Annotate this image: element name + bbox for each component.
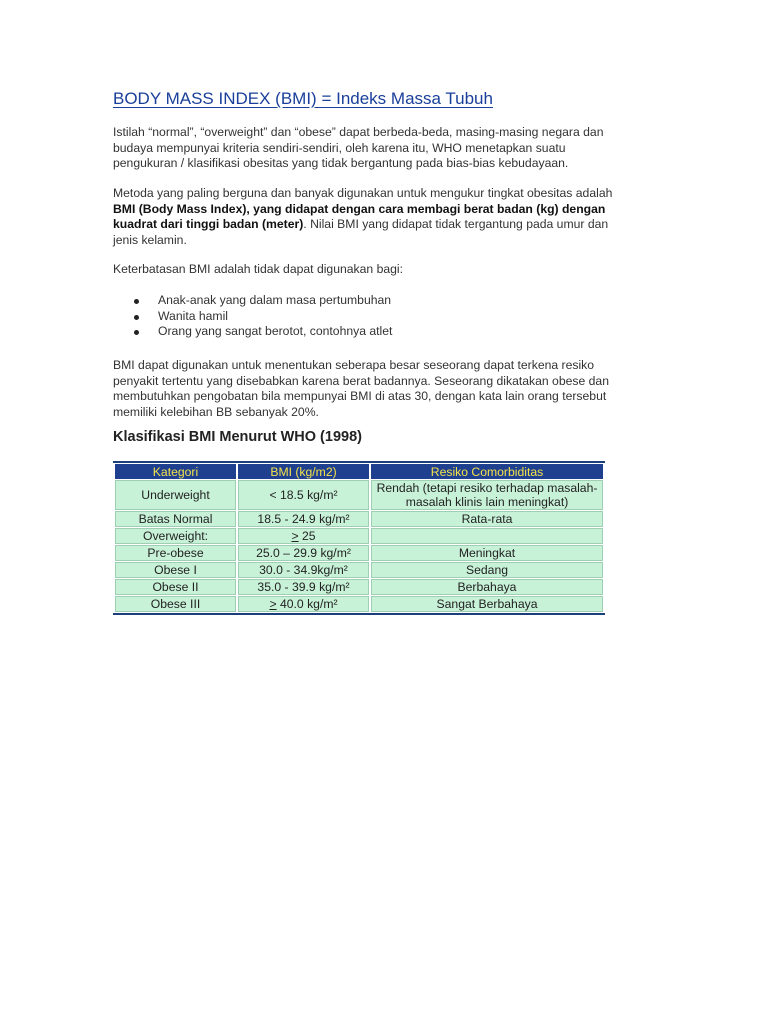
cell-resiko: Rendah (tetapi resiko terhadap masalah-masalah klinis lain meningkat)	[371, 480, 603, 510]
cell-bmi: 30.0 - 34.9kg/m²	[238, 562, 369, 578]
cell-bmi: < 18.5 kg/m²	[238, 480, 369, 510]
table-row	[115, 480, 603, 510]
list-item: Wanita hamil	[113, 309, 392, 325]
cell-bmi	[238, 528, 369, 544]
method-paragraph	[113, 186, 613, 248]
table-title: Klasifikasi BMI Menurut WHO (1998)	[113, 429, 362, 445]
method-text-before: Metoda yang paling berguna dan banyak digunakan untuk mengukur tingkat obesitas adalah	[113, 186, 613, 200]
header-kategori: Kategori	[115, 464, 236, 479]
cell-bmi: 35.0 - 39.9 kg/m²	[238, 579, 369, 595]
table-row	[115, 545, 603, 561]
table-header-row	[115, 464, 603, 479]
intro-paragraph: Istilah “normal”, “overweight” dan “obese” dapat berbeda-beda, masing-masing negara dan budaya mempunyai kriteria sendiri-sendiri, oleh karena itu, WHO menetapkan suatu pengukuran / klasifikasi obesitas yang tidak bergantung pada bias-bias kebudayaan.	[113, 125, 604, 170]
header-bmi: BMI (kg/m2)	[238, 464, 369, 479]
method-text-after: . Nilai BMI yang didapat tidak tergantung pada umur dan jenis kelamin.	[113, 217, 609, 247]
cell-bmi-value: 40.0 kg/m²	[276, 597, 338, 611]
cell-resiko: Sangat Berbahaya	[371, 596, 603, 612]
cell-bmi	[238, 596, 369, 612]
cell-kategori: Batas Normal	[115, 511, 236, 527]
cell-kategori: Obese II	[115, 579, 236, 595]
cell-resiko	[371, 528, 603, 544]
cell-kategori: Pre-obese	[115, 545, 236, 561]
cell-kategori: Overweight:	[115, 528, 236, 544]
cell-kategori: Obese III	[115, 596, 236, 612]
table-row	[115, 562, 603, 578]
document-title: BODY MASS INDEX (BMI) = Indeks Massa Tubuh	[113, 89, 493, 108]
cell-bmi-symbol: >	[291, 529, 299, 543]
cell-bmi: 25.0 – 29.9 kg/m²	[238, 545, 369, 561]
cell-bmi-symbol: >	[269, 597, 277, 611]
cell-resiko: Meningkat	[371, 545, 603, 561]
list-item: Anak-anak yang dalam masa pertumbuhan	[113, 293, 392, 309]
limitation-list	[113, 293, 392, 340]
list-item: Orang yang sangat berotot, contohnya atlet	[113, 324, 392, 340]
cell-kategori: Obese I	[115, 562, 236, 578]
table-row	[115, 511, 603, 527]
table-row	[115, 579, 603, 595]
cell-resiko: Berbahaya	[371, 579, 603, 595]
cell-resiko: Sedang	[371, 562, 603, 578]
method-text-bold: BMI (Body Mass Index), yang didapat dengan cara membagi berat badan (kg) dengan kuadrat dari tinggi badan (meter)	[113, 201, 606, 231]
table-row	[115, 528, 603, 544]
limitation-paragraph: Keterbatasan BMI adalah tidak dapat digunakan bagi:	[113, 262, 404, 276]
bmi-classification-table	[113, 461, 605, 615]
header-resiko: Resiko Comorbiditas	[371, 464, 603, 479]
table-row	[115, 596, 603, 612]
cell-resiko: Rata-rata	[371, 511, 603, 527]
cell-kategori: Underweight	[115, 480, 236, 510]
risk-paragraph: BMI dapat digunakan untuk menentukan seberapa besar seseorang dapat terkena resiko penyakit tertentu yang disebabkan karena berat badannya. Seseorang dikatakan obese dan membutuhkan pengobatan bila mempunyai BMI di atas 30, dengan kata lain orang tersebut memiliki kelebihan BB sebanyak 20%.	[113, 358, 609, 419]
cell-bmi-value: 25	[298, 529, 316, 543]
cell-bmi: 18.5 - 24.9 kg/m²	[238, 511, 369, 527]
